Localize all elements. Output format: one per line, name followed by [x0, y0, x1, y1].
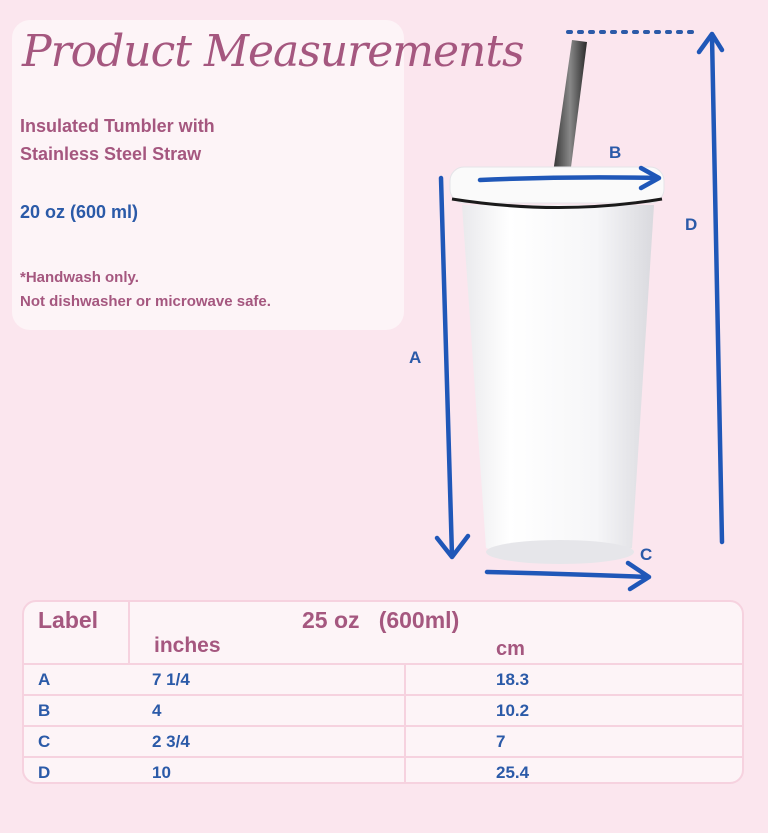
care-note-line-2: Not dishwasher or microwave safe. — [20, 293, 271, 310]
column-header-label: Label — [38, 607, 99, 633]
arrow-c — [487, 563, 649, 589]
table-row — [24, 663, 742, 695]
row-label: C — [38, 732, 51, 751]
dimension-label-b: B — [609, 143, 622, 162]
page-title: Product Measurements — [22, 26, 524, 77]
row-cm: 25.4 — [496, 763, 530, 782]
row-cm: 18.3 — [496, 670, 530, 689]
row-cm: 7 — [496, 732, 506, 751]
column-header-cm: cm — [496, 638, 525, 660]
table-row — [24, 694, 742, 726]
row-inches: 10 — [152, 763, 171, 782]
header-divider — [128, 602, 130, 663]
column-divider — [404, 696, 406, 726]
table-row — [24, 725, 742, 757]
row-inches: 2 3/4 — [152, 732, 190, 751]
dimension-label-d: D — [685, 215, 698, 234]
tumbler-body — [462, 205, 654, 560]
care-note-line-1: *Handwash only. — [20, 269, 139, 286]
column-divider — [404, 758, 406, 784]
tumbler-base-shadow — [486, 540, 634, 564]
column-header-inches: inches — [154, 634, 221, 657]
arrow-a — [437, 178, 468, 557]
row-inches: 4 — [152, 701, 162, 720]
column-header-size: 25 oz (600ml) — [302, 607, 460, 633]
row-label: D — [38, 763, 51, 782]
product-name-line-2: Stainless Steel Straw — [20, 144, 202, 164]
column-divider — [404, 727, 406, 757]
row-label: B — [38, 701, 51, 720]
dimension-label-a: A — [409, 348, 422, 367]
measurements-table — [22, 600, 744, 784]
dimension-label-c: C — [640, 545, 653, 564]
row-inches: 7 1/4 — [152, 670, 190, 689]
product-name-line-1: Insulated Tumbler with — [20, 116, 215, 136]
row-label: A — [38, 670, 51, 689]
capacity-text: 20 oz (600 ml) — [20, 202, 139, 222]
straw — [553, 40, 587, 175]
row-cm: 10.2 — [496, 701, 530, 720]
table-row — [24, 756, 742, 784]
column-divider — [404, 665, 406, 695]
tumbler-lid — [450, 167, 664, 203]
arrow-d — [699, 34, 722, 542]
